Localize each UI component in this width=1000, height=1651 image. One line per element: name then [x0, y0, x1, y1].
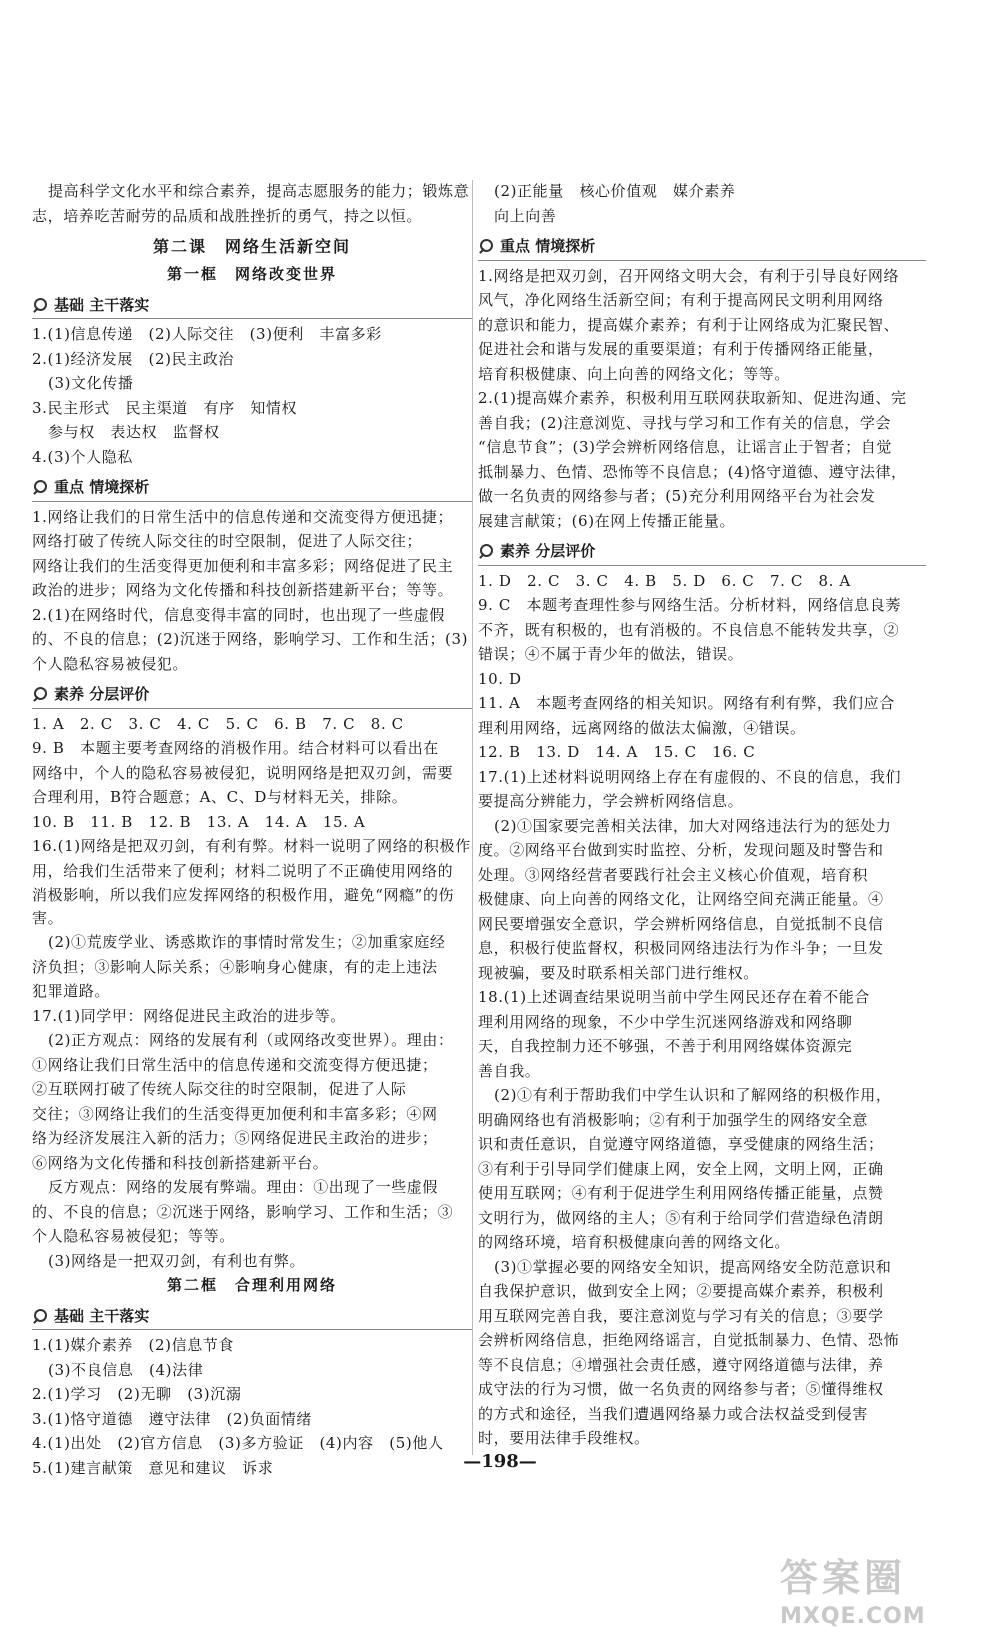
- answer-line: 用互联网完善自我，要注意浏览与学习有关的信息；③要学: [478, 1306, 884, 1325]
- page-number: —198—: [463, 1451, 537, 1472]
- answer-line: 时，要用法律手段维权。: [478, 1429, 650, 1447]
- answer-line: 4.(1)出处 (2)官方信息 (3)多方验证 (4)内容 (5)他人: [32, 1434, 444, 1452]
- answer-line: 培育积极健康、向上向善的网络文化；等等。: [478, 364, 791, 383]
- answer-line: 处理。③网络经营者要践行社会主义核心价值观，培育积: [478, 865, 869, 884]
- answer-line: 向上向善: [494, 206, 557, 225]
- answer-line: 个人隐私容易被侵犯。: [32, 654, 189, 673]
- answer-line: 合理利用，B符合题意；A、C、D与材料无关，排除。: [32, 788, 408, 806]
- answer-line: 文明行为，做网络的主人；⑤有利于给同学们营造绿色清朗: [478, 1208, 884, 1227]
- section-header-jichu: 基础 主干落实: [32, 294, 472, 320]
- answer-line: 不齐，既有积极的，也有消极的。不良信息不能转发共享，②: [478, 620, 900, 639]
- lesson-title: 第二课 网络生活新空间: [152, 237, 351, 256]
- watermark-logo-mark: 答案圈: [780, 1556, 907, 1600]
- answer-line: 12. B 13. D 14. A 15. C 16. C: [478, 743, 756, 761]
- answer-line: 11. A 本题考查网络的相关知识。网络有利有弊，我们应合: [478, 694, 895, 712]
- answer-line: 济负担；③影响人际关系；④影响身心健康，有的走上违法: [32, 957, 438, 976]
- answer-line: 交往；③网络让我们的生活变得更加便利和丰富多彩；④网: [32, 1104, 438, 1123]
- answer-line: 政治的进步；网络为文化传播和科技创新搭建新平台；等等。: [32, 581, 454, 599]
- section-header-jichu: 基础 主干落实: [32, 1305, 472, 1331]
- answer-line: 要提高分辨能力，学会辨析网络信息。: [478, 792, 744, 810]
- answer-line: 善自我。: [478, 1061, 541, 1080]
- answer-line: (3)①掌握必要的网络安全知识，提高网络安全防范意识和: [494, 1257, 892, 1276]
- answer-line: 现被骗，要及时联系相关部门进行维权。: [478, 963, 759, 982]
- answer-line: 的、不良的信息；(2)沉迷于网络，影响学习、工作和生活；(3): [32, 630, 469, 648]
- answer-line: (3)不良信息 (4)法律: [48, 1360, 204, 1379]
- answer-line: (2)①荒废学业、诱惑欺诈的事情时常发生；②加重家庭经: [48, 933, 446, 951]
- answer-line: 10. B 11. B 12. B 13. A 14. A 15. A: [32, 812, 366, 831]
- answer-line: 度。②网络平台做到实时监控、分析，发现问题及时警告和: [478, 841, 884, 859]
- answer-line: 1.网络是把双刃剑，召开网络文明大会，有利于引导良好网络: [478, 266, 900, 285]
- answer-line: 2.(1)经济发展 (2)民主政治: [32, 349, 235, 368]
- answer-line: 做一名负责的网络参与者；(5)充分利用网络平台为社会发: [478, 487, 876, 505]
- answer-line: 2.(1)在网络时代，信息变得丰富的同时，也出现了一些虚假: [32, 605, 445, 624]
- magnifier-icon: [478, 543, 494, 559]
- answer-line: 网络中，个人的隐私容易被侵犯，说明网络是把双刃剑，需要: [32, 763, 454, 782]
- answer-line: (2)正方观点：网络的发展有利（或网络改变世界）。理由：: [48, 1031, 454, 1049]
- answer-line: 使用互联网；④有利于促进学生利用网络传播正能量，点赞: [478, 1184, 884, 1202]
- answer-line: 的、不良的信息；②沉迷于网络，影响学习、工作和生活；③: [32, 1202, 454, 1221]
- section-header-suyang: 素养 分层评价: [32, 683, 472, 709]
- answer-line: (2)①有利于帮助我们中学生认识和了解网络的积极作用，: [494, 1086, 892, 1104]
- magnifier-icon: [32, 479, 48, 495]
- magnifier-icon: [478, 238, 494, 254]
- left-column: [32, 180, 472, 1481]
- intro-line: 志，培养吃苦耐劳的品质和战胜挫折的勇气，持之以恒。: [32, 206, 423, 225]
- frame-2-title: 第二框 合理利用网络: [166, 1276, 337, 1294]
- magnifier-icon: [32, 686, 48, 702]
- answer-line: 网络打破了传统人际交往的时空限制，促进了人际交往；: [32, 532, 423, 550]
- answer-line: 网络让我们的生活变得更加便利和丰富多彩；网络促进了民主: [32, 556, 454, 575]
- magnifier-icon: [32, 1308, 48, 1324]
- answer-line: (3)文化传播: [48, 374, 134, 392]
- answer-line: “信息节食”；(3)学会辨析网络信息，让谣言止于智者；自觉: [478, 438, 892, 456]
- answer-line: (2)①国家要完善相关法律，加大对网络违法行为的惩处力: [494, 816, 892, 835]
- answer-line: ③有利于引导同学们健康上网，安全上网，文明上网，正确: [478, 1159, 884, 1178]
- answer-line: 息，积极行使监督权，积极同网络违法行为作斗争；一旦发: [478, 939, 884, 957]
- answer-line: 2.(1)提高媒介素养，积极利用互联网获取新知、促进沟通、完: [478, 389, 907, 407]
- answer-line: 1.(1)信息传递 (2)人际交往 (3)便利 丰富多彩: [32, 325, 382, 343]
- answer-line: (3)网络是一把双刃剑，有利也有弊。: [48, 1251, 306, 1270]
- answer-line: 1. A 2. C 3. C 4. C 5. C 6. B 7. C 8. C: [32, 714, 404, 733]
- answer-line: 17.(1)上述材料说明网络上存在有虚假的、不良的信息，我们: [478, 767, 902, 786]
- answer-line: 3.民主形式 民主渠道 有序 知情权: [32, 398, 298, 417]
- answer-line: ②互联网打破了传统人际交往的时空限制，促进了人际: [32, 1080, 407, 1098]
- answer-line: 展建言献策；(6)在网上传播正能量。: [478, 511, 736, 530]
- answer-line: (2)正能量 核心价值观 媒介素养: [494, 182, 736, 200]
- intro-line: 提高科学文化水平和综合素养，提高志愿服务的能力；锻炼意: [48, 182, 470, 200]
- answer-line: 1.(1)媒介素养 (2)信息节食: [32, 1336, 235, 1354]
- answer-line: 错误；④不属于青少年的做法，错误。: [478, 645, 744, 663]
- answer-line: 识和责任意识，自觉遵守网络道德，享受健康的网络生活；: [478, 1135, 884, 1153]
- answer-line: 的网络环境，培育积极健康向善的网络文化。: [478, 1233, 791, 1251]
- answer-line: ⑥网络为文化传播和科技创新搭建新平台。: [32, 1153, 329, 1172]
- answer-line: ①网络让我们日常生活中的信息传递和交流变得方便迅捷；: [32, 1055, 438, 1074]
- watermark-logo-url: MXQE.COM: [780, 1603, 926, 1629]
- answer-line: 成守法的行为习惯，做一名负责的网络参与者；⑤懂得维权: [478, 1380, 884, 1398]
- answer-line: 5.(1)建言献策 意见和建议 诉求: [32, 1458, 274, 1477]
- answer-line: 抵制暴力、色情、恐怖等不良信息；(4)恪守道德、遵守法律，: [478, 462, 907, 481]
- answer-line: 9. B 本题主要考查网络的消极作用。结合材料可以看出在: [32, 739, 439, 757]
- answer-line: 的意识和能力，提高媒介素养；有利于让网络成为汇聚民智、: [478, 315, 900, 334]
- answer-line: 善自我；(2)注意浏览、寻找与学习和工作有关的信息，学会: [478, 413, 892, 432]
- answer-line: 1. D 2. C 3. C 4. B 5. D 6. C 7. C 8. A: [478, 571, 851, 590]
- answer-line: 10. D: [478, 669, 522, 688]
- answer-line: 2.(1)学习 (2)无聊 (3)沉溺: [32, 1385, 242, 1403]
- section-header-zhongdian: 重点 情境探析: [32, 476, 472, 502]
- answer-line: 消极影响，所以我们应发挥网络的积极作用，避免“网瘾”的伤害。: [32, 886, 455, 927]
- frame-1-title: 第一框 网络改变世界: [166, 265, 337, 283]
- answer-line: 理利用网络，远离网络的做法太偏激，④错误。: [478, 718, 806, 737]
- answer-line: 4.(3)个人隐私: [32, 447, 133, 466]
- answer-line: 参与权 表达权 监督权: [48, 423, 220, 441]
- answer-line: 个人隐私容易被侵犯；等等。: [32, 1227, 235, 1245]
- answer-line: 1.网络让我们的日常生活中的信息传递和交流变得方便迅捷；: [32, 507, 454, 526]
- answer-line: 会辨析网络信息，拒绝网络谣言，自觉抵制暴力、色情、恐怖: [478, 1331, 900, 1349]
- answer-line: 网民要增强安全意识，学会辨析网络信息，自觉抵制不良信: [478, 914, 884, 933]
- magnifier-icon: [32, 297, 48, 313]
- answer-line: 18.(1)上述调查结果说明当前中学生网民还存在着不能合: [478, 988, 870, 1006]
- answer-line: 理利用网络的现象，不少中学生沉迷网络游戏和网络聊: [478, 1012, 853, 1031]
- answer-line: 3.(1)恪守道德 遵守法律 (2)负面情绪: [32, 1409, 313, 1428]
- section-header-suyang: 素养 分层评价: [478, 540, 926, 566]
- section-header-zhongdian: 重点 情境探析: [478, 235, 926, 261]
- answer-line: 自我保护意识，做到安全上网；②要提高媒介素养，积极利: [478, 1282, 884, 1300]
- answer-line: 犯罪道路。: [32, 982, 111, 1000]
- answer-line: 9. C 本题考查理性参与网络生活。分析材料，网络信息良莠: [478, 596, 901, 614]
- watermark-logo: [780, 1558, 970, 1644]
- answer-line: 络为经济发展注入新的活力；⑤网络促进民主政治的进步；: [32, 1129, 438, 1147]
- answer-line: 17.(1)同学甲：网络促进民主政治的进步等。: [32, 1006, 346, 1025]
- answer-line: 的方式和途径，当我们遭遇网络暴力或合法权益受到侵害: [478, 1404, 869, 1423]
- answer-line: 16.(1)网络是把双刃剑，有利有弊。材料一说明了网络的积极作: [32, 837, 471, 855]
- answer-line: 用，给我们生活带来了便利；材料二说明了不正确使用网络的: [32, 861, 454, 880]
- answer-line: 反方观点：网络的发展有弊端。理由：①出现了一些虚假: [48, 1178, 439, 1196]
- answer-line: 明确网络也有消极影响；②有利于加强学生的网络安全意: [478, 1110, 869, 1129]
- column-divider: [472, 180, 473, 1455]
- answer-line: 天，自我控制力还不够强，不善于利用网络媒体资源完: [478, 1037, 853, 1055]
- answer-line: 风气，净化网络生活新空间；有利于提高网民文明利用网络: [478, 291, 884, 309]
- answer-line: 促进社会和谐与发展的重要渠道；有利于传播网络正能量，: [478, 340, 884, 358]
- right-column: [478, 180, 926, 1452]
- answer-line: 等不良信息；④增强社会责任感，遵守网络道德与法律，养: [478, 1355, 884, 1374]
- answer-line: 极健康、向上向善的网络文化，让网络空间充满正能量。④: [478, 890, 884, 908]
